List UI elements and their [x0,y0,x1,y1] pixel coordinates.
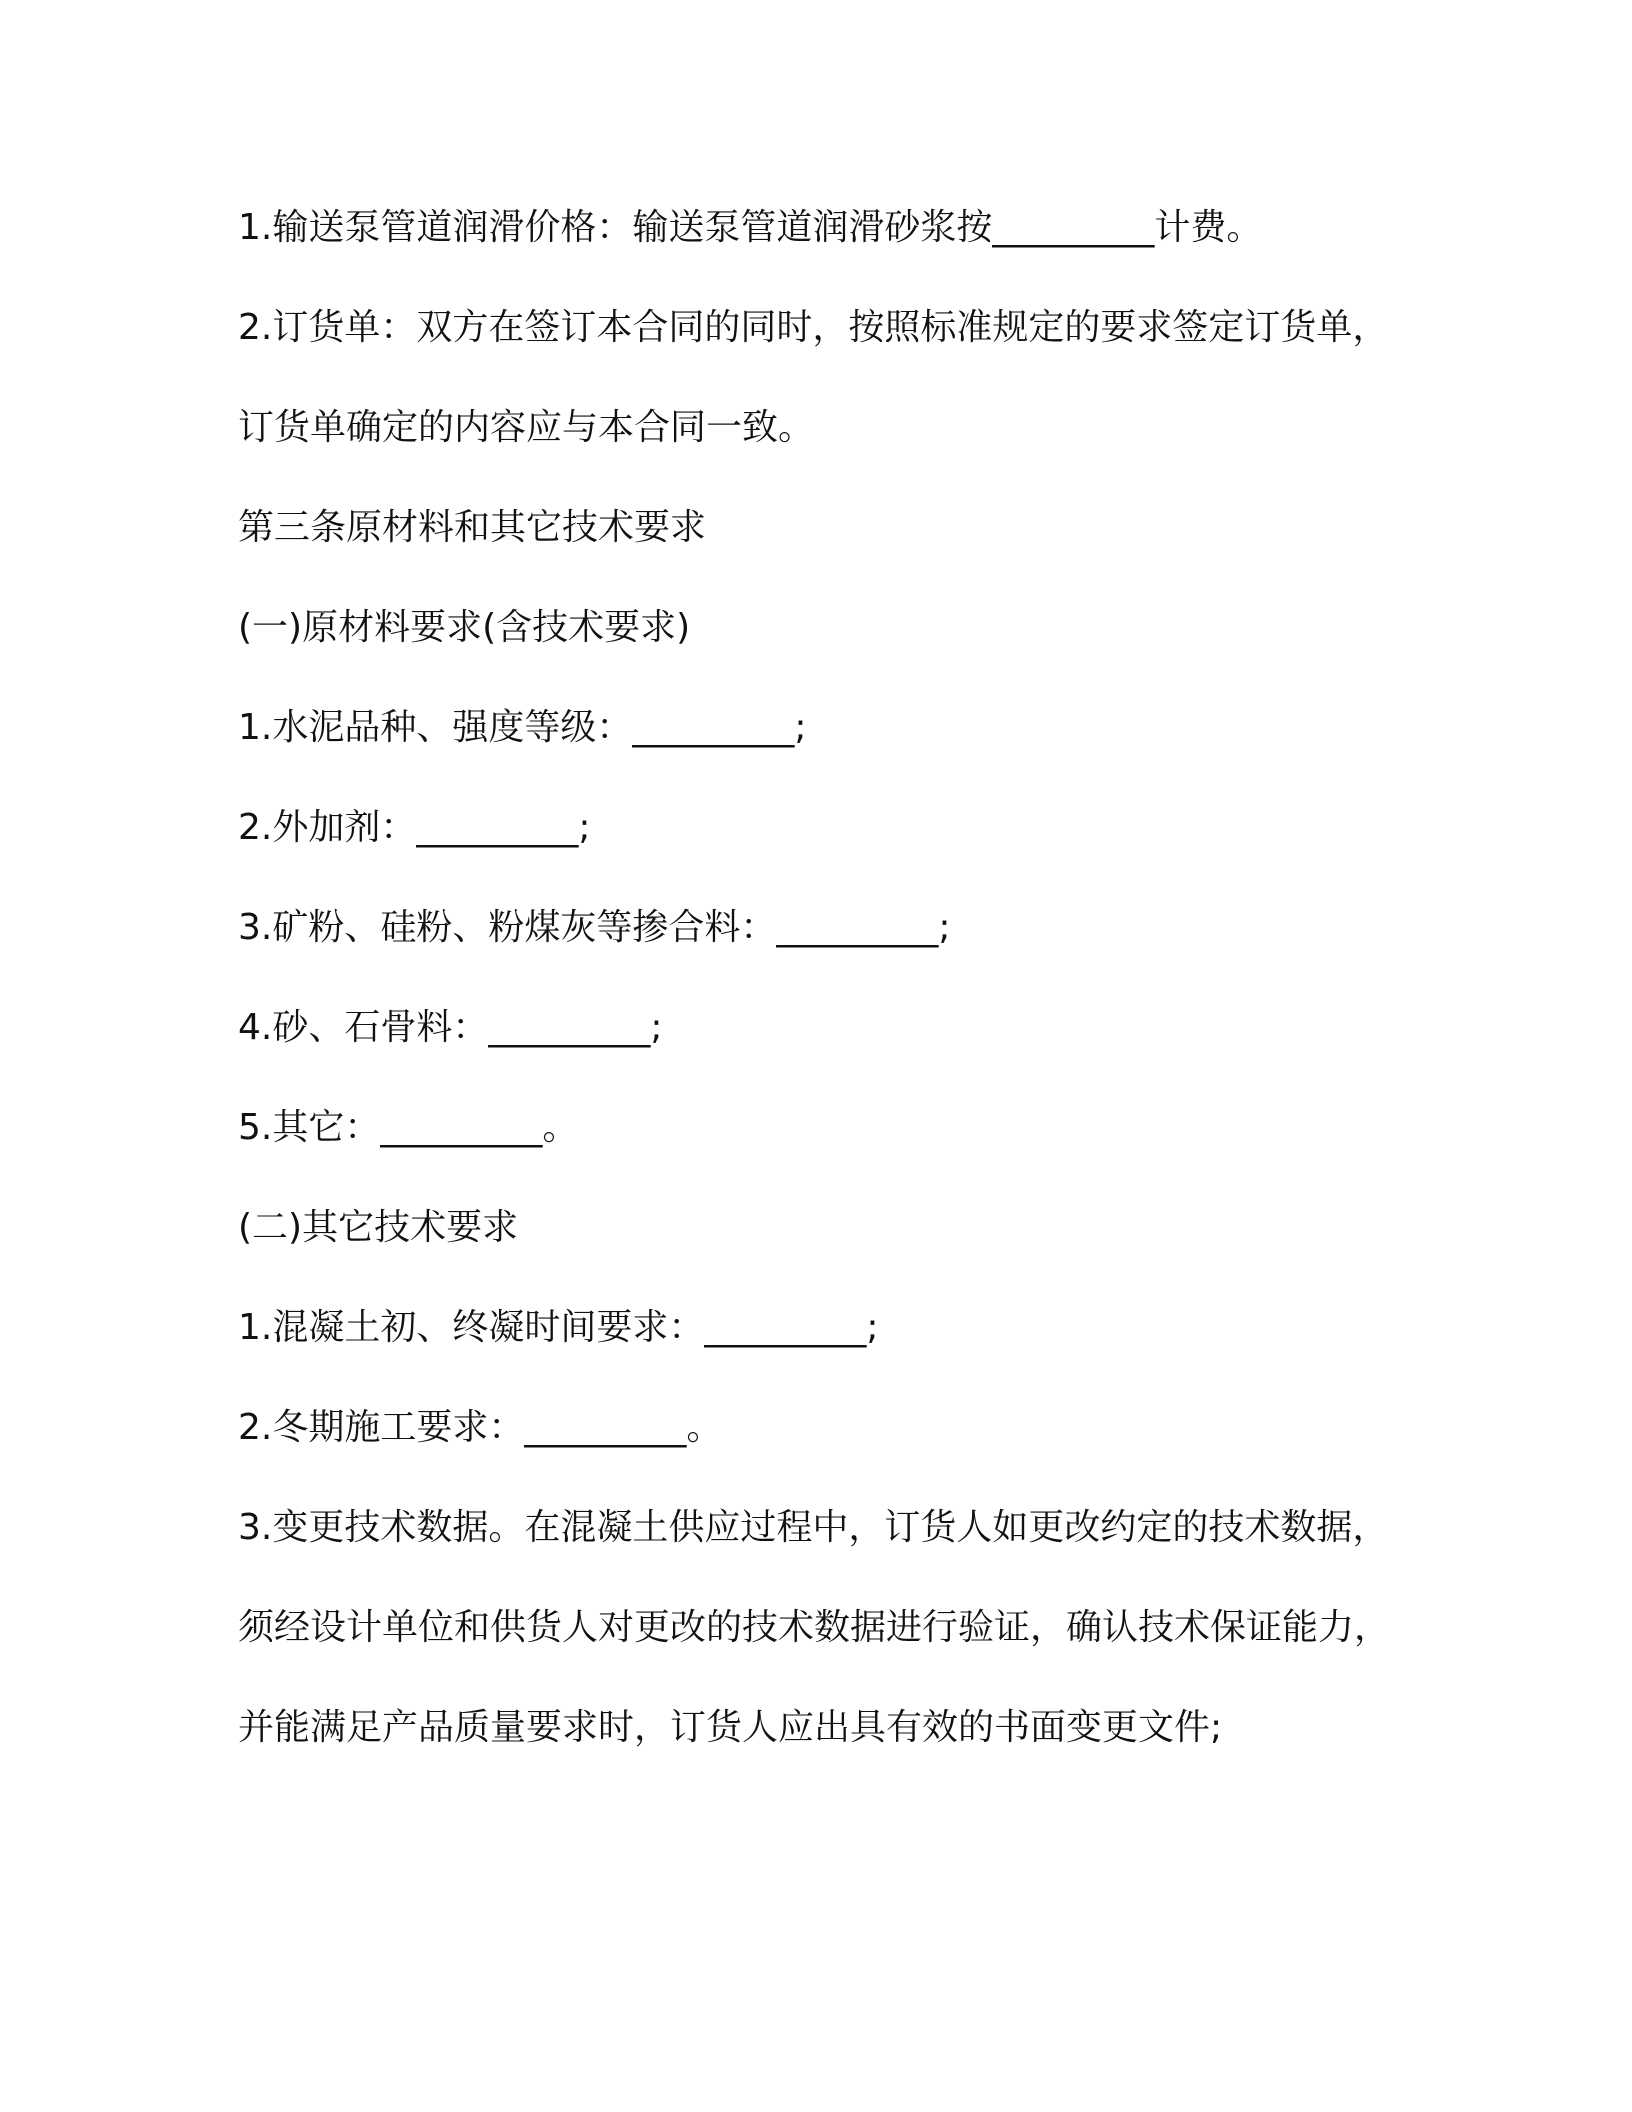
raw-material-requirements-heading: (一)原材料要求(含技术要求) [238,607,691,648]
other-material-field: 5.其它：_________。 [238,1107,579,1148]
other-technical-requirements-heading: (二)其它技术要求 [238,1207,519,1248]
technical-data-change-clause: 3.变更技术数据。在混凝土供应过程中，订货人如更改约定的技术数据，须经设计单位和供货人对更改的技术数据进行验证，确认技术保证能力，并能满足产品质量要求时，订货人应出具有效的书面变更文件; [238,1507,1391,1748]
article-three-heading: 第三条原材料和其它技术要求 [238,507,707,548]
pump-lubrication-price-clause: 1.输送泵管道润滑价格：输送泵管道润滑砂浆按_________计费。 [238,207,1263,248]
setting-time-field: 1.混凝土初、终凝时间要求：_________; [238,1307,879,1348]
cement-grade-field: 1.水泥品种、强度等级：_________; [238,707,807,748]
aggregate-field: 4.砂、石骨料：_________; [238,1007,663,1048]
document-body [238,178,1398,1778]
order-form-clause: 2.订货单：双方在签订本合同的同时，按照标准规定的要求签定订货单，订货单确定的内容应与本合同一致。 [238,307,1389,448]
admixture-field: 2.外加剂：_________; [238,807,591,848]
winter-construction-field: 2.冬期施工要求：_________。 [238,1407,723,1448]
mineral-admixture-field: 3.矿粉、硅粉、粉煤灰等掺合料：_________; [238,907,951,948]
